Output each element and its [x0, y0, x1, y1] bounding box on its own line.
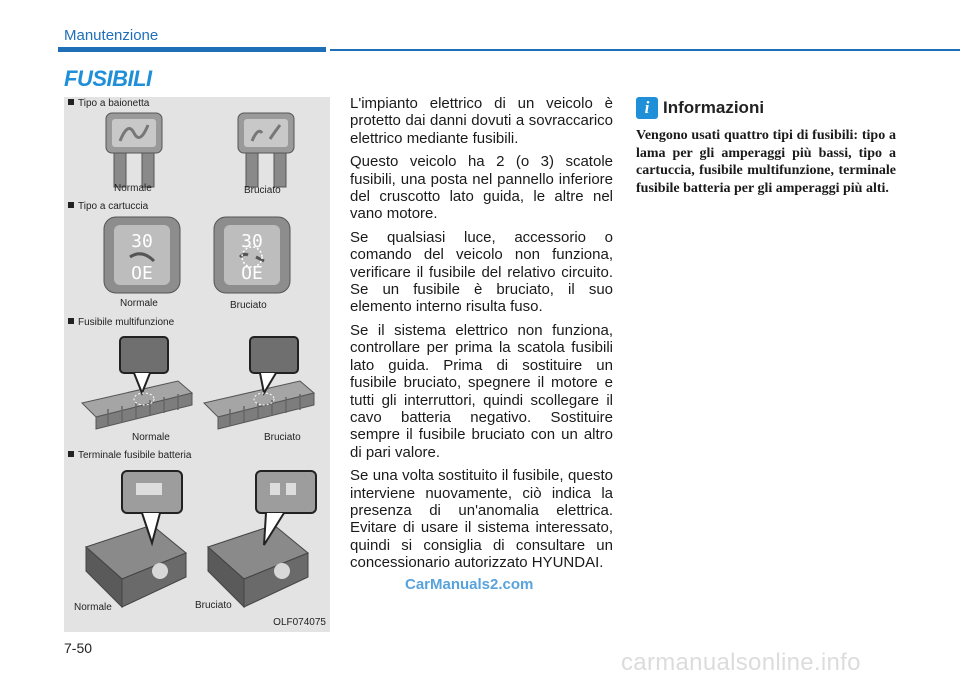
caption-normal: Normale: [74, 602, 112, 613]
info-title: Informazioni: [663, 98, 765, 117]
bullet-square-icon: [68, 99, 74, 105]
blade-fuse-burnt-image: [234, 111, 298, 189]
battery-fuse-terminal-burnt-image: [204, 467, 320, 612]
watermark-footer: carmanualsonline.info: [621, 649, 861, 676]
bullet-square-icon: [68, 202, 74, 208]
cartridge-marking-top: 30: [131, 231, 153, 252]
caption-normal: Normale: [120, 298, 158, 309]
info-text: Vengono usati quattro tipi di fusibili: tipo a lama per gli amperaggi più bassi, tipo a cartuccia, fusibile multifunzione, terminale fusibile batteria per gli amperaggi più alti.: [636, 128, 896, 196]
fig-section-label-text: Tipo a cartuccia: [78, 201, 149, 212]
battery-fuse-terminal-normal-image: [82, 467, 192, 612]
fig-section-label: [68, 317, 174, 328]
caption-burnt: Bruciato: [244, 185, 281, 196]
caption-burnt: Bruciato: [195, 600, 232, 611]
body-paragraph: Se il sistema elettrico non funziona, controllare per prima la scatola fusibili lato guida. Prima di sostituire un fusibile bruciato, spegnere il motore e tutti gli interruttori, quindi scollegare il cavo batteria negativo. Sostituire sempre il fusibile bruciato con un altro di pari valore.: [350, 321, 613, 461]
multifunction-fuse-burnt-image: [200, 333, 318, 433]
body-text: [350, 95, 613, 578]
body-paragraph: Se qualsiasi luce, accessorio o comando del veicolo non funziona, verificare il fusibile del relativo circuito. Se un fusibile è bruciato, il suo elemento interno risulta fuso.: [350, 228, 613, 316]
caption-burnt: Bruciato: [264, 432, 301, 443]
fig-section-label-text: Terminale fusibile batteria: [78, 450, 192, 461]
figure-code: OLF074075: [273, 617, 326, 628]
fuse-figure: [64, 97, 330, 632]
cartridge-fuse-normal-image: [102, 215, 182, 295]
body-paragraph: Questo veicolo ha 2 (o 3) scatole fusibili, una posta nel pannello inferiore del cruscotto lato guida, le altre nel vano motore.: [350, 153, 613, 223]
cartridge-marking-bottom: OE: [241, 263, 263, 284]
body-paragraph: Se una volta sostituito il fusibile, questo interviene nuovamente, ciò indica la presenza di un'anomalia elettrica. Evitare di usare il sistema interessato, quindi si consiglia di consultare un concessionario autorizzato HYUNDAI.: [350, 467, 613, 572]
info-icon: i: [636, 97, 658, 119]
page-number: 7-50: [64, 640, 93, 656]
fig-section-label-text: Fusibile multifunzione: [78, 317, 175, 328]
watermark-site: CarManuals2.com: [405, 576, 534, 593]
multifunction-fuse-normal-image: [78, 333, 196, 433]
fig-section-label: [68, 450, 191, 461]
caption-burnt: Bruciato: [230, 300, 267, 311]
fig-section-label: [68, 98, 149, 109]
body-paragraph: L'impianto elettrico di un veicolo è protetto dai danni dovuti a sovraccarico elettrico mediante fusibili.: [350, 95, 613, 147]
page-title: FUSIBILI: [64, 66, 152, 91]
cartridge-marking-bottom: OE: [131, 263, 153, 284]
header-rule-thin: [330, 49, 960, 51]
blade-fuse-normal-image: [102, 111, 166, 189]
section-title: Manutenzione: [64, 27, 159, 44]
fig-section-label-text: Tipo a baionetta: [78, 98, 150, 109]
header-rule-thick: [58, 47, 326, 52]
cartridge-marking-top: 30: [241, 231, 263, 252]
bullet-square-icon: [68, 318, 74, 324]
cartridge-fuse-burnt-image: [212, 215, 292, 295]
bullet-square-icon: [68, 451, 74, 457]
caption-normal: Normale: [114, 183, 152, 194]
fig-section-label: [68, 201, 148, 212]
caption-normal: Normale: [132, 432, 170, 443]
